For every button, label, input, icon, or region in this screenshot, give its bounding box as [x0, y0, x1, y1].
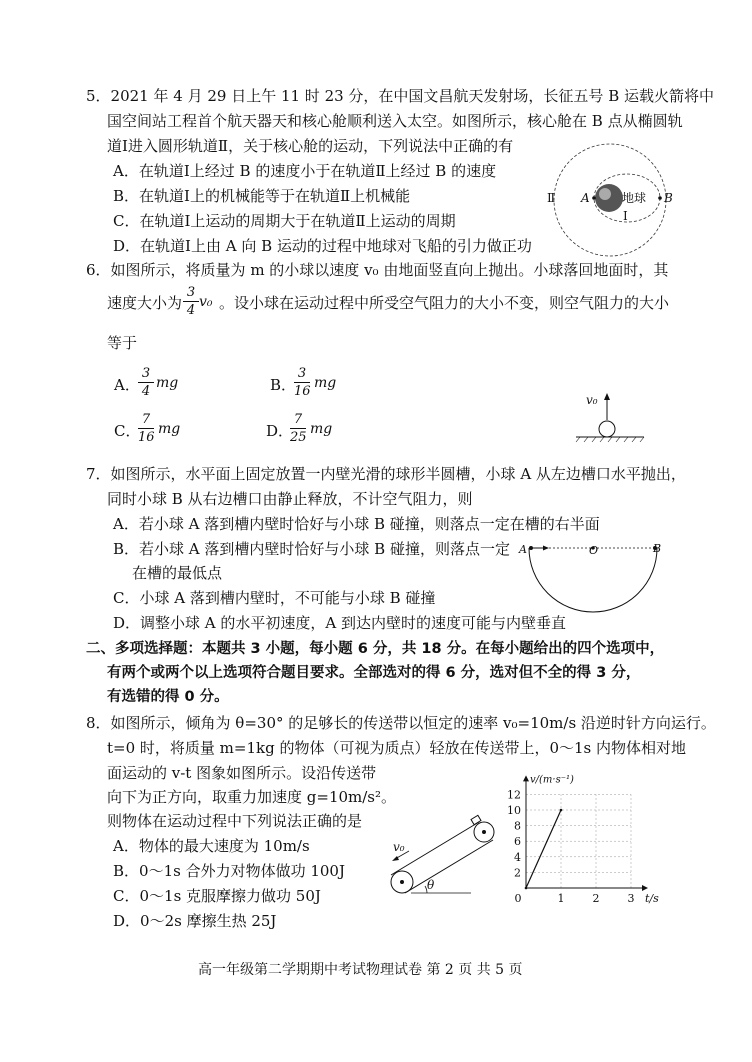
y-axis-label: v/(m·s⁻¹) — [530, 774, 574, 786]
arrow-head-icon — [604, 393, 610, 400]
q5-option-c: C．在轨道Ⅰ上运动的周期大于在轨道Ⅱ上运动的周期 — [113, 212, 456, 230]
q5-line3: 道Ⅰ进入圆形轨道Ⅱ，关于核心舱的运动，下列说法中正确的有 — [107, 137, 514, 155]
frac-num: 7 — [141, 412, 151, 427]
q8-option-a: A．物体的最大速度为 10m/s — [113, 837, 310, 855]
section2-line2: 有两个或两个以上选项符合题目要求。全部选对的得 6 分，选对但不全的得 3 分， — [107, 665, 641, 681]
vt-chart — [500, 770, 690, 910]
ball-a-icon — [529, 546, 533, 550]
y-tick-label: 2 — [514, 866, 521, 880]
x-axis-arrow-icon — [642, 885, 648, 891]
q6-option-b-fraction — [294, 366, 310, 399]
q7-line2: 同时小球 B 从右边槽口由静止释放，不计空气阻力，则 — [107, 490, 473, 508]
q7-line1: 7．如图所示，水平面上固定放置一内壁光滑的球形半圆槽，小球 A 从左边槽口水平抛出， — [86, 465, 686, 483]
q6-option-c-fraction — [138, 412, 154, 445]
orbit-i-label: Ⅰ — [623, 209, 628, 223]
q5-option-a: A．在轨道Ⅰ上经过 B 的速度小于在轨道Ⅱ上经过 B 的速度 — [113, 162, 497, 180]
q6-option-d-fraction — [290, 412, 306, 445]
page-footer: 高一年级第二学期期中考试物理试卷 第 2 页 共 5 页 — [198, 962, 523, 978]
q6-option-a-fraction — [138, 366, 154, 399]
v0-arrow-head — [392, 856, 399, 861]
series-line-v — [526, 810, 561, 888]
q5-option-d: D．在轨道Ⅰ上由 A 向 B 运动的过程中地球对飞船的引力做正功 — [113, 237, 532, 255]
q6-line2b: 。设小球在运动过程中所受空气阻力的大小不变，则空气阻力的大小 — [219, 294, 670, 312]
frac-num: 3 — [141, 366, 151, 381]
frac-num: 3 — [297, 366, 307, 381]
orbit-ii-label: Ⅱ — [547, 191, 556, 205]
lower-pulley-axle — [400, 880, 404, 884]
q6-line3: 等于 — [107, 334, 138, 352]
thrown-ball-figure — [572, 392, 652, 442]
label-o: O — [589, 544, 599, 557]
belt-v0-label: v₀ — [393, 840, 405, 854]
q8-line1: 8．如图所示，倾角为 θ=30° 的足够长的传送带以恒定的速率 v₀=10m/s 沿逆时针方向运行。 — [86, 714, 716, 732]
x-tick-label: 2 — [592, 892, 600, 905]
q7-option-d: D．调整小球 A 的水平初速度，A 到达内壁时的速度可能与内壁垂直 — [113, 614, 566, 632]
v0-label: v₀ — [586, 393, 598, 407]
ground-hatch — [576, 437, 644, 442]
data-point — [525, 887, 528, 890]
point-b-dot — [658, 196, 662, 200]
label-b: B — [653, 542, 662, 555]
earth-highlight — [599, 188, 611, 200]
frac-den: 4 — [186, 303, 196, 318]
q8-option-c: C．0～1s 克服摩擦力做功 50J — [113, 887, 321, 905]
frac-den: 16 — [294, 384, 311, 399]
data-point — [560, 809, 563, 812]
y-tick-label: 8 — [514, 819, 521, 833]
y-tick-label: 4 — [514, 850, 521, 864]
y-axis-arrow-icon — [523, 775, 529, 781]
frac-den: 4 — [141, 384, 151, 399]
frac-den: 16 — [138, 430, 155, 445]
frac-den: 25 — [290, 430, 307, 445]
groove-arc — [529, 548, 657, 612]
q8-option-b: B．0～1s 合外力对物体做功 100J — [113, 862, 345, 880]
y-tick-label: 10 — [507, 804, 521, 817]
y-tick-label: 12 — [507, 788, 521, 802]
q6-fraction-var: v₀ — [199, 294, 213, 310]
earth-label: 地球 — [622, 191, 647, 205]
q7-option-b1: B．若小球 A 落到槽内壁时恰好与小球 B 碰撞，则落点一定 — [113, 540, 510, 558]
section2-line3: 有选错的得 0 分。 — [107, 689, 229, 705]
belt-bottom — [405, 840, 493, 893]
q8-line4: 向下为正方向，取重力加速度 g=10m/s²。 — [107, 788, 397, 806]
q7-option-b2: 在槽的最低点 — [132, 564, 223, 582]
q6-option-c-unit: mg — [158, 421, 181, 437]
q5-line2: 国空间站工程首个航天器天和核心舱顺利送入太空。如图所示，核心舱在 B 点从椭圆轨 — [107, 112, 683, 130]
q8-line2: t=0 时，将质量 m=1kg 的物体（可视为质点）轻放在传送带上，0～1s 内物体相对地 — [107, 739, 687, 757]
y-tick-label: 6 — [514, 835, 521, 849]
hemisphere-groove-figure — [516, 538, 666, 628]
q8-line5: 则物体在运动过程中下列说法正确的是 — [107, 812, 363, 830]
q7-option-c: C．小球 A 落到槽内壁时，不可能与小球 B 碰撞 — [113, 589, 436, 607]
x-axis-label: t/s — [645, 892, 659, 905]
q6-option-b-unit: mg — [314, 375, 337, 391]
point-b-label: B — [664, 191, 673, 205]
q6-option-d-unit: mg — [310, 421, 333, 437]
velocity-arrow-head — [543, 546, 549, 551]
theta-label: θ — [427, 878, 435, 892]
q6-line2a: 速度大小为 — [107, 294, 183, 312]
point-a-dot — [592, 196, 596, 200]
conveyor-belt-figure — [375, 815, 500, 900]
x-tick-label: 1 — [557, 892, 565, 905]
section2-line1: 二、多项选择题：本题共 3 小题，每小题 6 分，共 18 分。在每小题给出的四个选项中， — [86, 641, 665, 657]
label-a: A — [519, 543, 527, 556]
q6-option-d-label: D． — [266, 422, 294, 440]
q6-fraction-speed — [183, 285, 199, 318]
q6-option-a-label: A． — [114, 376, 140, 394]
orbit-figure — [545, 140, 675, 260]
q6-option-b-label: B． — [270, 376, 297, 394]
q8-option-d: D．0～2s 摩擦生热 25J — [113, 912, 277, 930]
q6-option-a-unit: mg — [156, 375, 179, 391]
ball-icon — [599, 421, 615, 437]
upper-pulley-axle — [482, 830, 486, 834]
q6-option-c-label: C． — [114, 422, 141, 440]
q5-line1: 5．2021 年 4 月 29 日上午 11 时 23 分，在中国文昌航天发射场，长征五号 B 运载火箭将中 — [86, 87, 714, 105]
origin-label: 0 — [514, 892, 522, 905]
q7-option-a: A．若小球 A 落到槽内壁时恰好与小球 B 碰撞，则落点一定在槽的右半面 — [113, 515, 600, 533]
point-a-label: A — [581, 191, 590, 205]
frac-num: 3 — [186, 285, 196, 300]
q6-line1: 6．如图所示，将质量为 m 的小球以速度 v₀ 由地面竖直向上抛出。小球落回地面时，其 — [86, 261, 669, 279]
q5-option-b: B．在轨道Ⅰ上的机械能等于在轨道Ⅱ上机械能 — [113, 187, 411, 205]
x-tick-label: 3 — [627, 892, 635, 905]
frac-num: 7 — [293, 412, 303, 427]
q8-line3: 面运动的 v-t 图象如图所示。设沿传送带 — [107, 764, 377, 782]
